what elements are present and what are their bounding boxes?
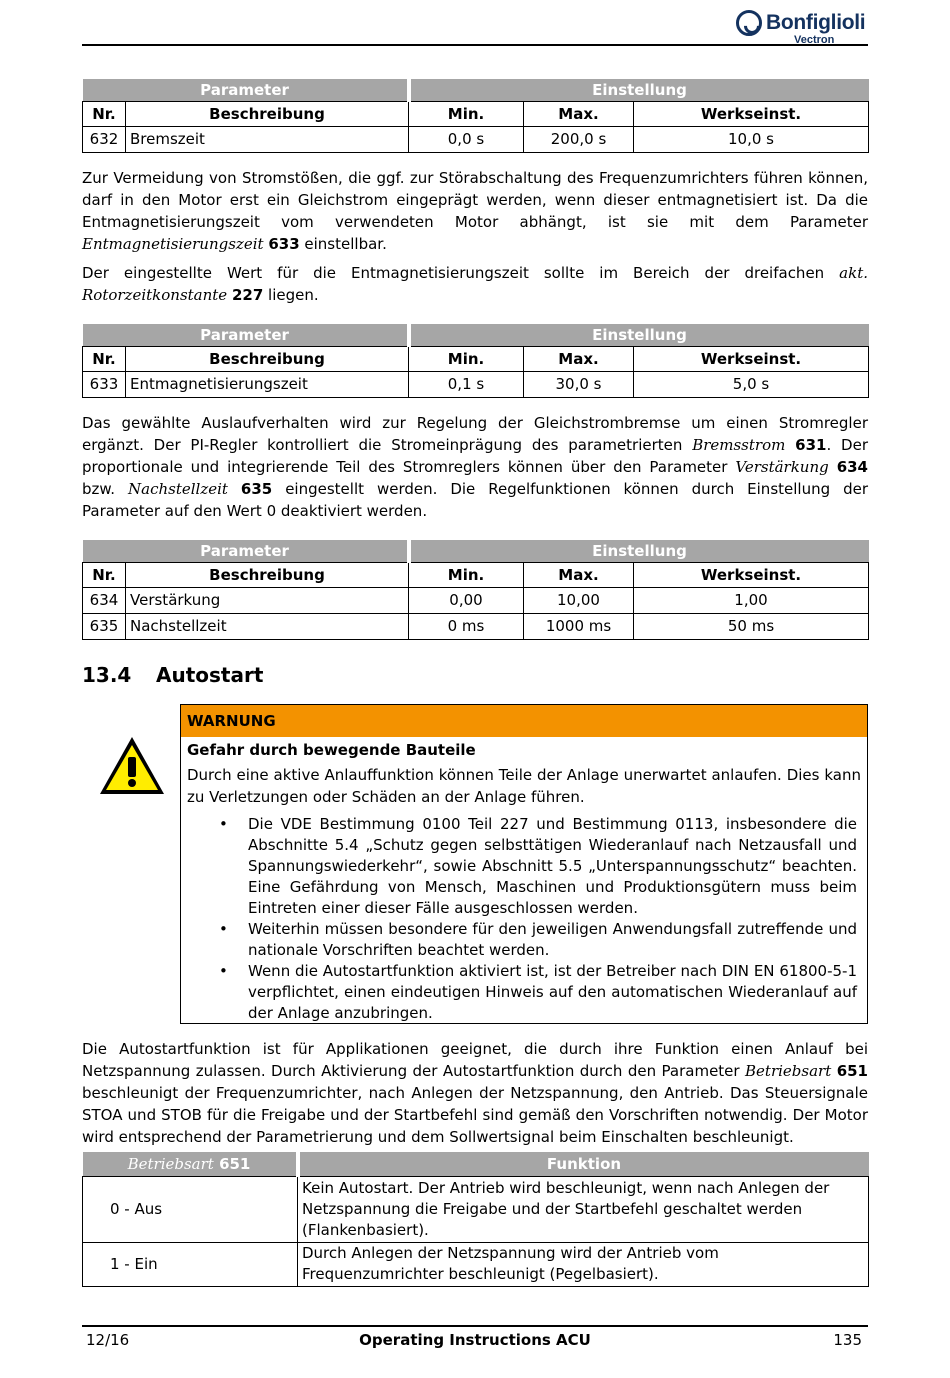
- warning-title: WARNUNG: [181, 705, 867, 737]
- warning-list: [181, 808, 867, 1024]
- footer-date: 12/16: [86, 1331, 130, 1349]
- cell-default: 5,0 s: [634, 371, 869, 397]
- group-header-parameter: Parameter: [83, 324, 409, 346]
- col-beschreibung: Beschreibung: [126, 101, 409, 126]
- logo-brand: Bonfiglioli: [766, 11, 866, 34]
- text: bzw.: [82, 480, 129, 498]
- cell-max: 1000 ms: [524, 613, 634, 639]
- section-title: Autostart: [156, 663, 264, 687]
- col-funktion: Funktion: [298, 1152, 869, 1176]
- col-werkseinst: Werkseinst.: [634, 346, 869, 371]
- col-beschreibung: Beschreibung: [126, 562, 409, 587]
- text: Zur Vermeidung von Stromstößen, die ggf. zur Störabschaltung des Frequenzumrichters führen können, darf in den Motor erst ein Gleichstrom eingeprägt werden, wenn dieser entmagnetisiert ist. Da die Entmagnetisierungszeit vom verwendeten Motor abhängt, ist sie mit dem Parameter: [82, 169, 868, 231]
- cell-default: 50 ms: [634, 613, 869, 639]
- text: liegen.: [263, 286, 319, 304]
- col-max: Max.: [524, 346, 634, 371]
- param-number: 227: [231, 286, 264, 304]
- col-werkseinst: Werkseinst.: [634, 101, 869, 126]
- section-heading: [82, 663, 263, 687]
- text: eingestellt werden. Die Regelfunktionen können durch Einstellung der Parameter auf den Wert 0 deaktiviert werden.: [82, 480, 868, 520]
- param-name: Verstärkung: [735, 458, 829, 476]
- col-betriebsart: [83, 1152, 298, 1176]
- warning-triangle-icon: [98, 735, 166, 797]
- param-name: Betriebsart: [127, 1154, 214, 1173]
- parameter-table-632: [82, 79, 869, 153]
- col-min: Min.: [409, 101, 524, 126]
- text: Die Autostartfunktion ist für Applikationen geeignet, die durch ihre Funktion einen Anlauf bei Netzspannung zulassen. Durch Aktivierung der Autostartfunktion durch den Parameter: [82, 1040, 868, 1080]
- group-header-parameter: Parameter: [83, 540, 409, 562]
- text: Das gewählte Auslaufverhalten wird zur Regelung der Gleichstrombremse um einen Stromregler ergänzt. Der PI-Regler kontrolliert die Stromeinprägung des parametrierten: [82, 414, 868, 454]
- col-werkseinst: Werkseinst.: [634, 562, 869, 587]
- cell-min: 0,00: [409, 587, 524, 613]
- param-name: Entmagnetisierungszeit: [82, 235, 264, 253]
- table-row: [83, 126, 869, 152]
- group-header-einstellung: Einstellung: [409, 540, 869, 562]
- cell-desc: Verstärkung: [126, 587, 409, 613]
- cell-max: 10,00: [524, 587, 634, 613]
- table-row: [83, 1176, 869, 1242]
- list-item: • Wenn die Autostartfunktion aktiviert ist, ist der Betreiber nach DIN EN 61800-5-1 verpflichtet, einen eindeutigen Hinweis auf den automatischen Wiederanlauf auf der Anlage anzubringen.: [248, 961, 857, 1024]
- bonfiglioli-logo-icon: [736, 10, 762, 36]
- param-number: 631: [795, 436, 827, 454]
- cell-desc: Entmagnetisierungszeit: [126, 371, 409, 397]
- cell-default: 1,00: [634, 587, 869, 613]
- text: Der eingestellte Wert für die Entmagnetisierungszeit sollte im Bereich der dreifachen: [82, 264, 840, 282]
- paragraph-rotorzeitkonstante: [82, 262, 868, 306]
- text: . Der proportionale und integrierende Teil des Stromreglers können über den Parameter: [82, 436, 868, 476]
- col-beschreibung: Beschreibung: [126, 346, 409, 371]
- cell-min: 0 ms: [409, 613, 524, 639]
- cell-nr: 635: [83, 613, 126, 639]
- col-min: Min.: [409, 346, 524, 371]
- param-number: 633: [268, 235, 300, 253]
- col-nr: Nr.: [83, 346, 126, 371]
- warning-box: [180, 704, 868, 1024]
- col-max: Max.: [524, 101, 634, 126]
- table-row: [83, 1242, 869, 1286]
- warning-text: Durch eine aktive Anlauffunktion können Teile der Anlage unerwartet anlaufen. Dies kann zu Verletzungen oder Schäden an der Anlage führen.: [187, 766, 861, 806]
- cell-nr: 633: [83, 371, 126, 397]
- text: einstellbar.: [299, 235, 387, 253]
- param-name: Nachstellzeit: [128, 480, 228, 498]
- param-number: 651: [836, 1062, 868, 1080]
- page-number: 135: [833, 1331, 862, 1349]
- col-min: Min.: [409, 562, 524, 587]
- cell-function: Durch Anlegen der Netzspannung wird der Antrieb vom Frequenzumrichter beschleunigt (Pegelbasiert).: [298, 1242, 869, 1286]
- group-header-parameter: Parameter: [83, 79, 409, 101]
- warning-subtitle: Gefahr durch bewegende Bauteile: [187, 741, 476, 759]
- param-name: Bremsstrom: [692, 436, 786, 454]
- paragraph-entmagnetisierung: [82, 167, 868, 255]
- list-item: • Weiterhin müssen besondere für den jeweiligen Anwendungsfall zutreffende und nationale Vorschriften beachtet werden.: [248, 919, 857, 961]
- cell-nr: 634: [83, 587, 126, 613]
- table-row: [83, 587, 869, 613]
- cell-min: 0,0 s: [409, 126, 524, 152]
- page-header: [82, 8, 868, 46]
- parameter-table-634-635: [82, 540, 869, 640]
- cell-nr: 632: [83, 126, 126, 152]
- param-number: 634: [836, 458, 868, 476]
- cell-desc: Bremszeit: [126, 126, 409, 152]
- footer-title: Operating Instructions ACU: [359, 1331, 591, 1349]
- cell-desc: Nachstellzeit: [126, 613, 409, 639]
- param-number: 635: [240, 480, 273, 498]
- cell-function: Kein Autostart. Der Antrieb wird beschleunigt, wenn nach Anlegen der Netzspannung die Freigabe und der Startbefehl geschaltet werden (Flankenbasiert).: [298, 1176, 869, 1242]
- group-header-einstellung: Einstellung: [409, 324, 869, 346]
- page-footer: [82, 1325, 868, 1355]
- parameter-table-633: [82, 324, 869, 398]
- cell-value: 0 - Aus: [83, 1176, 298, 1242]
- logo-sub-brand: Vectron: [794, 34, 835, 46]
- col-nr: Nr.: [83, 562, 126, 587]
- param-name: Betriebsart: [745, 1062, 832, 1080]
- col-max: Max.: [524, 562, 634, 587]
- cell-default: 10,0 s: [634, 126, 869, 152]
- cell-max: 30,0 s: [524, 371, 634, 397]
- param-name: akt. Rotorzeitkonstante: [82, 264, 868, 304]
- company-logo: [736, 10, 868, 44]
- cell-min: 0,1 s: [409, 371, 524, 397]
- param-number: 651: [219, 1154, 251, 1173]
- cell-value: 1 - Ein: [83, 1242, 298, 1286]
- text: beschleunigt der Frequenzumrichter, nach Anlegen der Netzspannung, den Antrieb. Das Steuersignale STOA und STOB für die Freigabe und der Startbefehl sind gemäß den Vorschriften notwendig. Der Motor wird entsprechend der Parametrierung und dem Sollwertsignal beim Einschalten beschleunigt.: [82, 1084, 868, 1146]
- table-row: [83, 371, 869, 397]
- paragraph-autostart: [82, 1038, 868, 1148]
- group-header-einstellung: Einstellung: [409, 79, 869, 101]
- list-item: • Die VDE Bestimmung 0100 Teil 227 und Bestimmung 0113, insbesondere die Abschnitte 5.4 „Schutz gegen selbsttätigen Wiederanlauf nach Netzausfall und Spannungswiederkehr“, sowie Abschnitt 5.5 „Unterspannungsschutz“ beachten. Eine Gefährdung von Mensch, Maschinen und Produktionsgütern muss beim Eintreten einer dieser Fälle ausgeschlossen werden.: [248, 814, 857, 919]
- col-nr: Nr.: [83, 101, 126, 126]
- betriebsart-table: [82, 1152, 869, 1287]
- table-row: [83, 613, 869, 639]
- section-number: 13.4: [82, 663, 132, 687]
- cell-max: 200,0 s: [524, 126, 634, 152]
- paragraph-stromregler: [82, 412, 868, 522]
